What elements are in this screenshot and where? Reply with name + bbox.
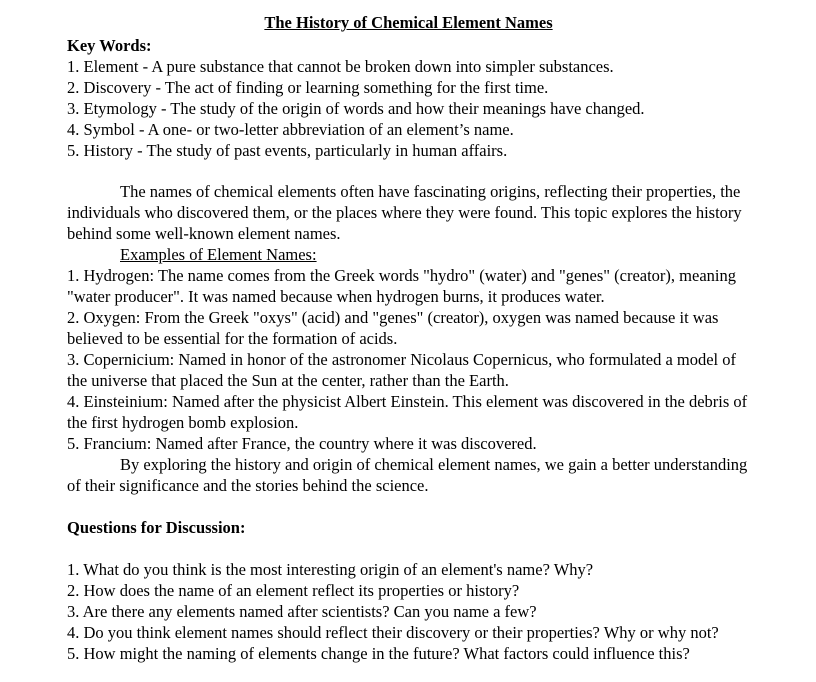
examples-heading (67, 244, 750, 265)
example-item: 2. Oxygen: From the Greek "oxys" (acid) and "genes" (creator), oxygen was named because it was believed to be essential for the formation of acids. (67, 308, 719, 348)
question-item: 3. Are there any elements named after scientists? Can you name a few? (67, 602, 537, 621)
key-word-item: 4. Symbol - A one- or two-letter abbreviation of an element’s name. (67, 120, 514, 139)
examples-heading-text: Examples of Element Names: (120, 245, 317, 264)
key-word-item: 5. History - The study of past events, particularly in human affairs. (67, 141, 508, 160)
spacer (67, 496, 750, 517)
key-word-item: 3. Etymology - The study of the origin of words and how their meanings have changed. (67, 99, 645, 118)
intro-paragraph: The names of chemical elements often have fascinating origins, reflecting their properties, the individuals who discovered them, or the places where they were found. This topic explores the history behind some well-known element names. (67, 182, 742, 243)
spacer (67, 538, 750, 559)
question-item: 5. How might the naming of elements change in the future? What factors could influence this? (67, 644, 690, 663)
key-word-item: 2. Discovery - The act of finding or learning something for the first time. (67, 78, 549, 97)
key-words-heading: Key Words: (67, 36, 152, 55)
document-title: The History of Chemical Element Names (264, 13, 553, 32)
example-item: 4. Einsteinium: Named after the physicist Albert Einstein. This element was discovered in the debris of the first hydrogen bomb explosion. (67, 392, 748, 432)
question-item: 1. What do you think is the most interesting origin of an element's name? Why? (67, 560, 594, 579)
example-item: 3. Copernicium: Named in honor of the astronomer Nicolaus Copernicus, who formulated a model of the universe that placed the Sun at the center, rather than the Earth. (67, 350, 737, 390)
closing-paragraph: By exploring the history and origin of chemical element names, we gain a better understanding of their significance and the stories behind the science. (67, 455, 748, 495)
question-item: 2. How does the name of an element reflect its properties or history? (67, 581, 520, 600)
key-word-item: 1. Element - A pure substance that cannot be broken down into simpler substances. (67, 57, 614, 76)
questions-heading: Questions for Discussion: (67, 518, 246, 537)
example-item: 1. Hydrogen: The name comes from the Greek words "hydro" (water) and "genes" (creator), meaning "water producer". It was named because when hydrogen burns, it produces water. (67, 266, 736, 306)
example-item: 5. Francium: Named after France, the country where it was discovered. (67, 434, 537, 453)
spacer (67, 161, 750, 181)
question-item: 4. Do you think element names should reflect their discovery or their properties? Why or why not? (67, 623, 719, 642)
